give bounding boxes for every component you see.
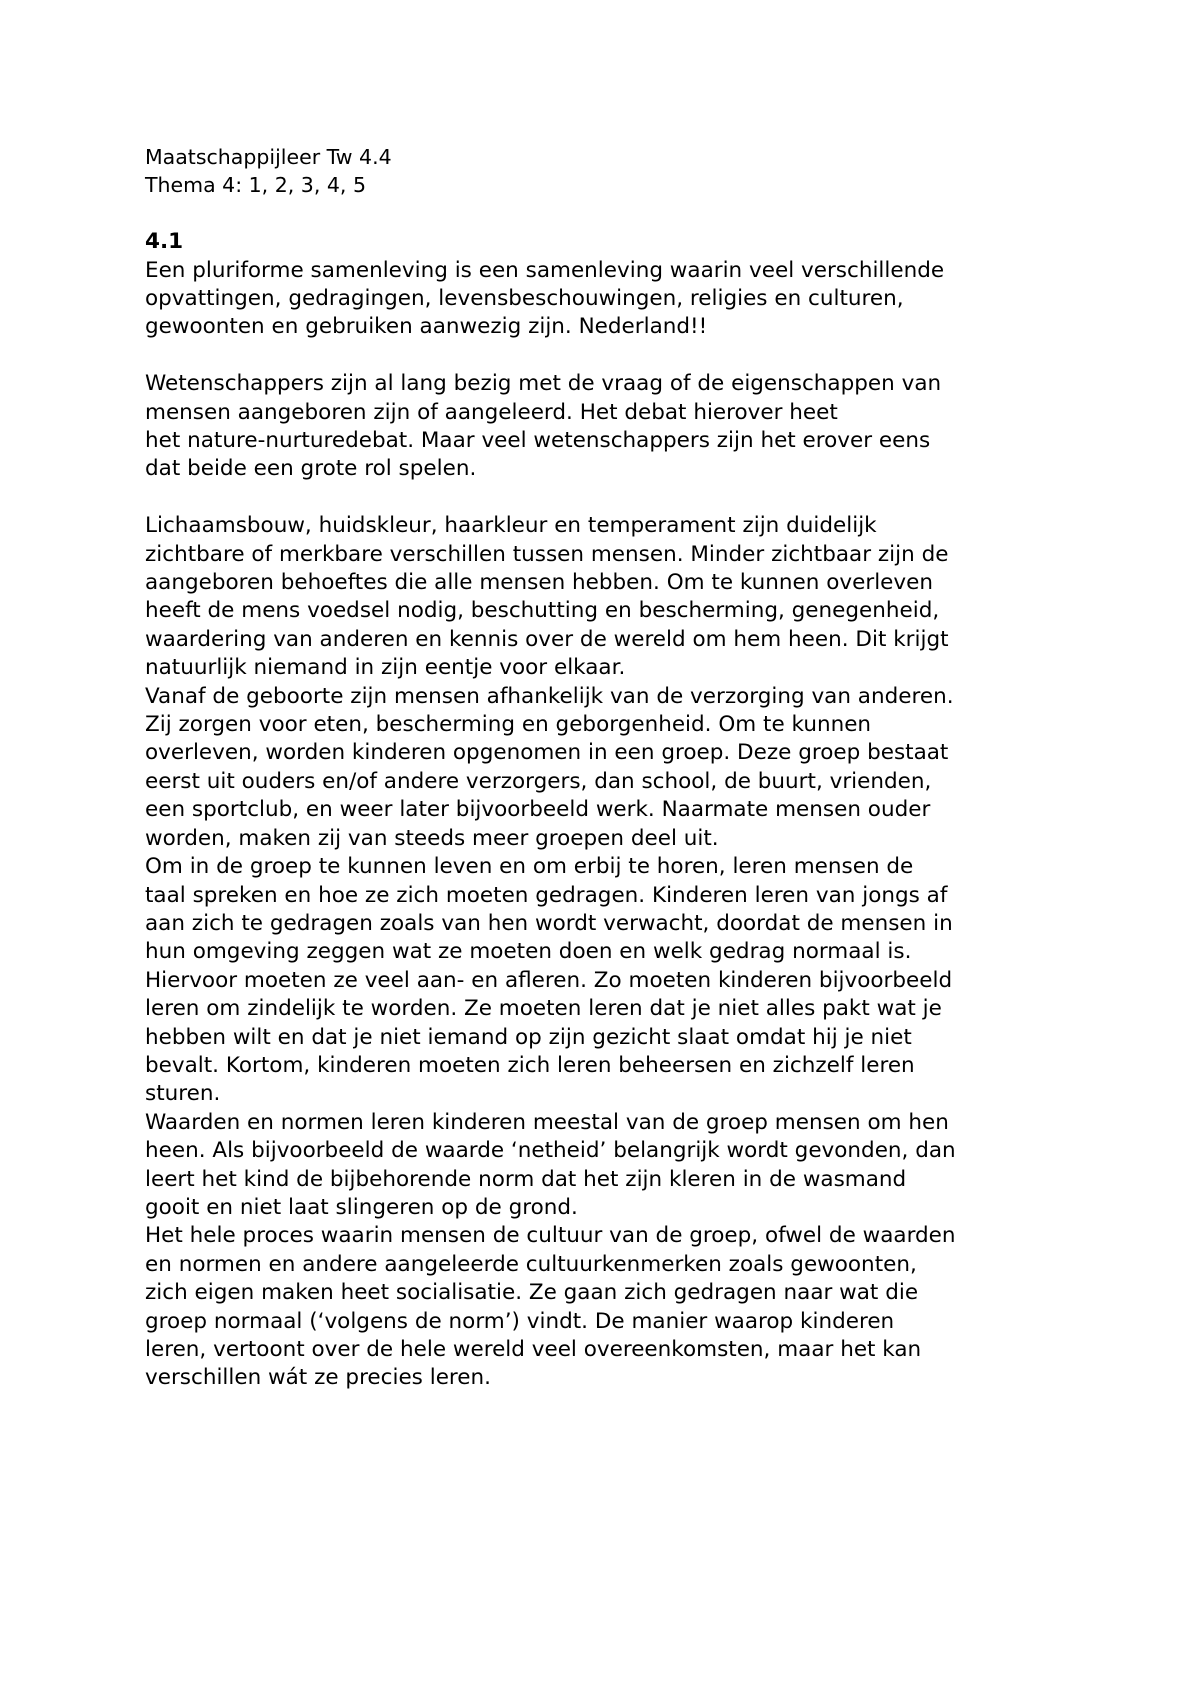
text-line: Een pluriforme samenleving is een samenleving waarin veel verschillende (145, 257, 945, 283)
text-line: Lichaamsbouw, huidskleur, haarkleur en temperament zijn duidelijk (145, 513, 877, 539)
text-line: waardering van anderen en kennis over de wereld om hem heen. Dit krijgt (145, 626, 949, 652)
text-line: verschillen wát ze precies leren. (145, 1365, 491, 1391)
text-line: taal spreken en hoe ze zich moeten gedragen. Kinderen leren van jongs af (145, 882, 948, 908)
text-line: en normen en andere aangeleerde cultuurkenmerken zoals gewoonten, (145, 1251, 917, 1277)
text-line: leert het kind de bijbehorende norm dat het zijn kleren in de wasmand (145, 1166, 907, 1192)
text-line: groep normaal (‘volgens de norm’) vindt. De manier waarop kinderen (145, 1308, 895, 1334)
text-line: opvattingen, gedragingen, levensbeschouwingen, religies en culturen, (145, 286, 904, 312)
text-line: Om in de groep te kunnen leven en om erbij te horen, leren mensen de (145, 854, 914, 880)
text-line: leren om zindelijk te worden. Ze moeten leren dat je niet alles pakt wat je (145, 996, 942, 1022)
text-line: sturen. (145, 1081, 221, 1107)
text-line: zichtbare of merkbare verschillen tussen mensen. Minder zichtbaar zijn de (145, 541, 949, 567)
text-line: heeft de mens voedsel nodig, beschutting en bescherming, genegenheid, (145, 598, 940, 624)
text-line: zich eigen maken heet socialisatie. Ze gaan zich gedragen naar wat die (145, 1280, 919, 1306)
text-line: hebben wilt en dat je niet iemand op zijn gezicht slaat omdat hij je niet (145, 1024, 912, 1050)
text-line: Waarden en normen leren kinderen meestal van de groep mensen om hen (145, 1109, 949, 1135)
paragraph-nature-nurture (145, 370, 1105, 484)
text-line: worden, maken zij van steeds meer groepen deel uit. (145, 825, 719, 851)
text-line: mensen aangeboren zijn of aangeleerd. Het debat hierover heet (145, 399, 838, 425)
section-heading: 4.1 (145, 229, 184, 255)
text-line: heen. Als bijvoorbeeld de waarde ‘netheid’ belangrijk wordt gevonden, dan (145, 1138, 956, 1164)
text-line: eerst uit ouders en/of andere verzorgers, dan school, de buurt, vrienden, (145, 768, 932, 794)
text-line: aan zich te gedragen zoals van hen wordt verwacht, doordat de mensen in (145, 910, 953, 936)
text-line: overleven, worden kinderen opgenomen in een groep. Deze groep bestaat (145, 740, 949, 766)
text-line: hun omgeving zeggen wat ze moeten doen en welk gedrag normaal is. (145, 939, 912, 965)
spacer (145, 484, 1105, 512)
document-body (145, 143, 1105, 1393)
text-line: leren, vertoont over de hele wereld veel overeenkomsten, maar het kan (145, 1337, 922, 1363)
paragraph-socialisation (145, 512, 1105, 1393)
text-line: een sportclub, en weer later bijvoorbeeld werk. Naarmate mensen ouder (145, 797, 931, 823)
text-line: het nature-nurturedebat. Maar veel wetenschappers zijn het erover eens (145, 428, 931, 454)
text-line: aangeboren behoeftes die alle mensen hebben. Om te kunnen overleven (145, 570, 933, 596)
spacer (145, 200, 1105, 228)
paragraph-pluriform (145, 257, 1105, 342)
document-title: Maatschappijleer Tw 4.4 (145, 145, 392, 169)
text-line: Wetenschappers zijn al lang bezig met de vraag of de eigenschappen van (145, 371, 942, 397)
spacer (145, 342, 1105, 370)
text-line: gooit en niet laat slingeren op de grond. (145, 1194, 578, 1220)
text-line: natuurlijk niemand in zijn eentje voor elkaar. (145, 655, 626, 681)
text-line: Zij zorgen voor eten, bescherming en geborgenheid. Om te kunnen (145, 712, 872, 738)
document-subtitle: Thema 4: 1, 2, 3, 4, 5 (145, 173, 366, 198)
text-line: Hiervoor moeten ze veel aan- en afleren. Zo moeten kinderen bijvoorbeeld (145, 967, 953, 993)
text-line: Het hele proces waarin mensen de cultuur van de groep, ofwel de waarden (145, 1223, 956, 1249)
text-line: bevalt. Kortom, kinderen moeten zich leren beheersen en zichzelf leren (145, 1052, 915, 1078)
text-line: Vanaf de geboorte zijn mensen afhankelijk van de verzorging van anderen. (145, 683, 954, 709)
text-line: dat beide een grote rol spelen. (145, 456, 477, 482)
text-line: gewoonten en gebruiken aanwezig zijn. Nederland!! (145, 314, 708, 340)
